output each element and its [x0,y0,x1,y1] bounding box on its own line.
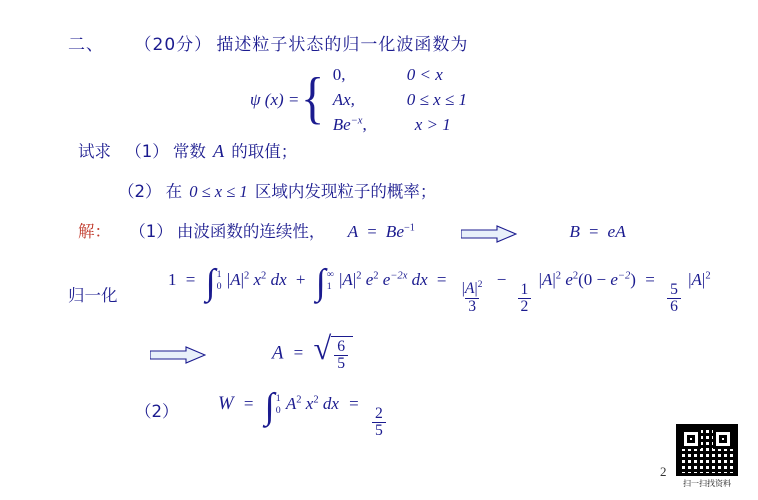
case-3-comma: , [362,114,367,134]
question-number: 二、 [68,35,104,55]
wavefunction-case-2 [333,87,467,112]
term-2-numerator: 1 [520,280,529,298]
solution-eq-lhs: A [347,222,359,241]
integral-1-upper: 1 [216,269,222,281]
right-arrow-icon [150,346,206,362]
result-A-equation [272,330,353,373]
integral-W-lower: 0 [275,405,281,417]
norm-lhs: 1 [168,270,177,290]
result-W-denominator: 5 [372,422,386,439]
case-3-cond: x > 1 [414,114,451,134]
integral-W-upper: 1 [275,393,281,405]
question-1-text-a: 常数 [172,142,206,161]
result-A-sqrt-numerator: 6 [337,338,346,355]
solution-eq-rel: = [367,222,377,241]
integral-W-integrand: $A^2$ $x^2$ dx [285,394,339,414]
question-2-line [118,178,436,202]
result-A-lhs: A [272,342,284,364]
integral-1-lower: 0 [216,281,222,293]
term-one-half [518,282,532,316]
case-3-exponent: −x [350,114,363,126]
term-1-denominator: 3 [465,298,479,315]
question-title [68,30,468,55]
integral-2-upper: ∞ [326,269,334,281]
normalization-label-text: 归一化 [68,286,118,305]
solution-step-1-label: （1） [129,222,173,241]
solution-result-rhs: eA [607,222,626,241]
term-five-sixths [667,282,681,316]
solution-result-rel: = [589,222,599,241]
case-2-expr: Ax, [332,89,355,109]
square-root [313,330,354,373]
integral-1 [205,261,222,302]
integral-1-integrand: $|A|^2$ $x^2$ dx [226,270,287,290]
norm-rel-1: = [185,270,196,290]
question-1-text-b: 的取值； [231,142,298,161]
case-1-expr: 0, [332,64,346,84]
result-W-equation [218,385,389,440]
solution-label: 解： [78,222,111,241]
norm-rel-3: = [645,270,655,290]
integral-2 [315,261,334,302]
right-arrow-icon [461,225,517,241]
result-W-numerator: 2 [374,404,383,422]
question-2-range: 0 ≤ x ≤ 1 [189,182,248,201]
integral-symbol: ∫ [205,261,216,302]
norm-rel-2: = [436,270,447,290]
question-1-line [78,138,297,162]
term-3-numerator: 5 [670,280,678,298]
result-W-value [372,406,386,440]
result-A-sqrt-denominator: 5 [334,355,348,372]
term-2-denominator: 2 [518,298,532,315]
question-2-label: （2） [118,182,162,201]
solution-eq-rhs: Be [385,222,405,241]
question-statement: 描述粒子状态的归一化波函数为 [216,35,469,55]
question-2-text-b: 区域内发现粒子的概率； [254,182,437,201]
case-2-cond: 0 ≤ x ≤ 1 [406,89,467,109]
normalization-label [68,282,118,306]
wavefunction-equation [250,62,467,137]
qr-block [674,424,740,489]
solution-step-1 [78,218,626,242]
qr-caption: 扫一扫找资料 [683,479,731,488]
result-W-rel: = [243,394,254,414]
case-1-cond: 0 < x [406,64,443,84]
integral-2-lower: 1 [326,281,332,293]
integral-symbol: ∫ [315,261,326,302]
wavefunction-case-3 [333,112,467,137]
question-points: （20分） [134,35,213,55]
question-1-symbol: A [213,141,225,161]
result-arrow [150,345,206,363]
wavefunction-case-1 [333,62,467,87]
case-3-base: Be [332,114,351,134]
question-2-text-a: 在 [165,182,183,201]
integral-2-integrand: $|A|^2$ $e^2$ $e^{-2x}$ dx [339,270,428,290]
solution-step-1-text: 由波函数的连续性， [176,222,326,241]
integral-symbol: ∫ [264,385,275,426]
case-3-expr [333,115,407,135]
qr-code-icon [676,424,738,476]
norm-minus: − [496,270,507,290]
result-W-lhs: W [218,393,234,415]
result-A-rel: = [293,343,304,363]
normalization-equation [168,261,711,316]
wavefunction-lhs: ψ (x) = [250,89,300,109]
page-number: 2 [660,464,667,479]
term-3-denominator: 6 [667,298,681,315]
solution-eq-rhs-exponent: −1 [404,222,415,234]
radical-icon: √ [313,330,332,366]
questions-lead: 试求 [78,142,111,161]
solution-result-lhs: B [569,222,580,241]
brace-icon: { [301,67,325,131]
result-W-label-text: （2） [135,402,179,421]
result-W-label [135,398,179,422]
term-3-tail: $|A|^2$ [688,270,711,290]
result-W-rel-2: = [349,394,359,414]
term-2-tail: $|A|^2$ $e^2(0 - e^{-2})$ [538,270,636,290]
term-1-numerator: $|A|^2$ [461,279,483,298]
norm-plus: + [295,270,306,290]
integral-W [264,385,281,426]
question-1-label: （1） [125,142,169,161]
term-absA2-over-3 [459,280,486,315]
